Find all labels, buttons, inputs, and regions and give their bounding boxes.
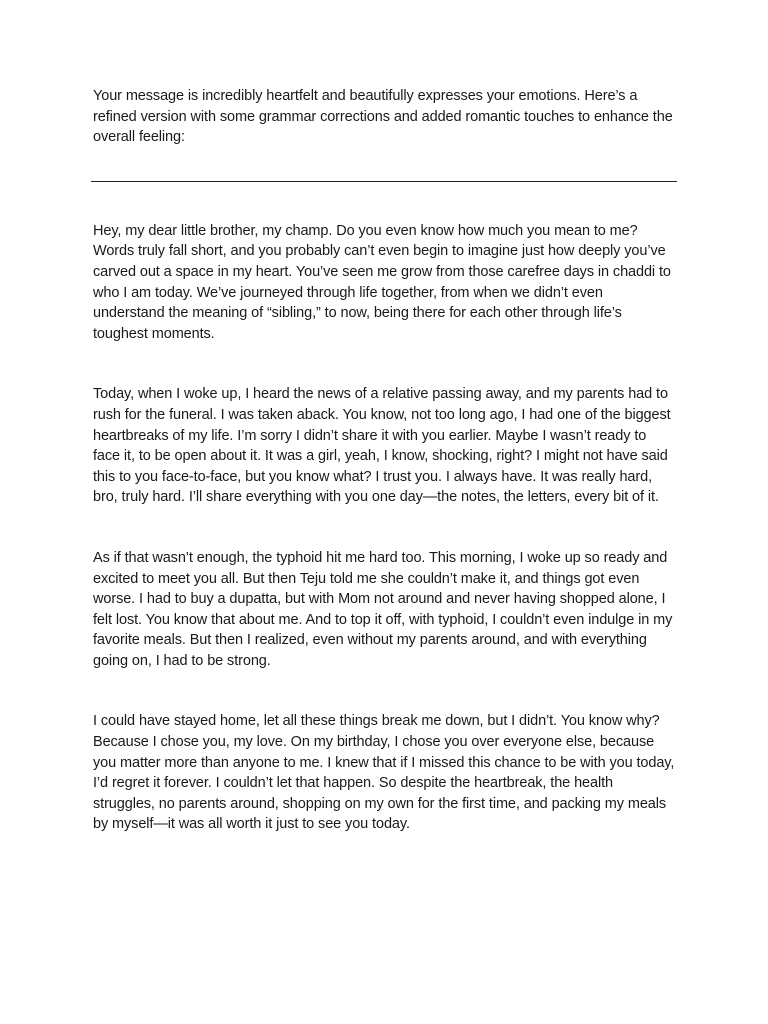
intro-text: Your message is incredibly heartfelt and beautifully expresses your emotions. Here’s a refined version with some grammar corrections and added romantic touches to enhance the overall feeling: <box>93 88 673 146</box>
letter-paragraph-2: Today, when I woke up, I heard the news of a relative passing away, and my parents had to rush for the funeral. I was taken aback. You know, not too long ago, I had one of the biggest heartbreaks of my life. I’m sorry I didn’t share it with you earlier. Maybe I wasn’t ready to face it, to be open about it. It was a girl, yeah, I know, shocking, right? I might not have said this to you face-to-face, but you know what? I trust you. I always have. It was really hard, bro, truly hard. I’ll share everything with you one day—the notes, the letters, every bit of it. <box>93 386 671 506</box>
letter-paragraph-4: I could have stayed home, let all these things break me down, but I didn’t. You know why? Because I chose you, my love. On my birthday, I chose you over everyone else, because you matter more than anyone to me. I knew that if I missed this chance to be with you today, I’d regret it forever. I couldn’t let that happen. So despite the heartbreak, the health struggles, no parents around, shopping on my own for the first time, and packing my meals by myself—it was all worth it just to see you today. <box>93 713 675 833</box>
letter-paragraph-1: Hey, my dear little brother, my champ. Do you even know how much you mean to me? Words truly fall short, and you probably can’t even begin to imagine just how deeply you’ve carved out a space in my heart. You’ve seen me grow from those carefree days in chaddi to who I am today. We’ve journeyed through life together, from when we didn’t even understand the meaning of “sibling,” to now, being there for each other through life’s toughest moments. <box>93 222 671 342</box>
document-page <box>93 86 675 875</box>
letter-paragraph-3: As if that wasn’t enough, the typhoid hit me hard too. This morning, I woke up so ready and excited to meet you all. But then Teju told me she couldn’t make it, and things got even worse. I had to buy a dupatta, but with Mom not around and never having shopped alone, I felt lost. You know that about me. And to top it off, with typhoid, I couldn’t even indulge in my favorite meals. But then I realized, even without my parents around, and with everything going on, I had to be strong. <box>93 549 673 669</box>
horizontal-divider <box>91 181 677 182</box>
